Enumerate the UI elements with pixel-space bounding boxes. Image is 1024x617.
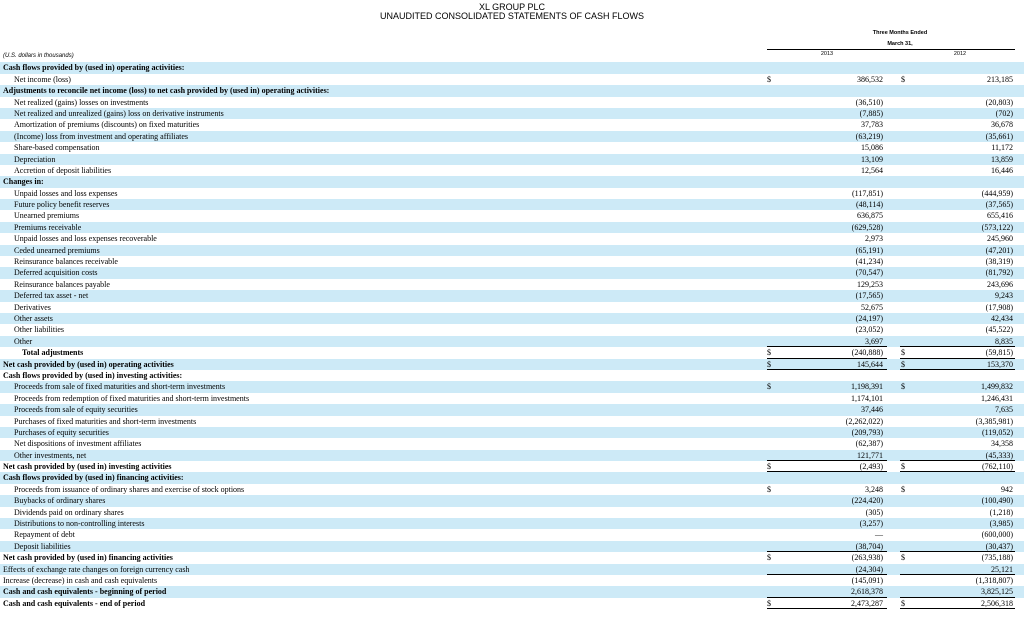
row-label: Distributions to non-controlling interests <box>14 519 145 529</box>
value-2013: (62,387) <box>855 439 883 449</box>
value-2013: (3,257) <box>859 519 883 529</box>
row-label: Net realized (gains) losses on investments <box>14 97 149 107</box>
value-2013: (305) <box>865 507 883 517</box>
value-2013: (7,885) <box>859 108 883 118</box>
total-rule-2013 <box>767 608 887 609</box>
dollar-sign-2012: $ <box>901 553 905 563</box>
value-2012: (3,385,981) <box>975 416 1013 426</box>
table-row <box>0 381 1024 392</box>
row-label: Effects of exchange rate changes on foreign currency cash <box>3 564 190 574</box>
dollar-sign-2013: $ <box>767 484 771 494</box>
dollar-sign-2012: $ <box>901 484 905 494</box>
table-row <box>0 279 1024 290</box>
table-row <box>0 416 1024 427</box>
table-row <box>0 336 1024 347</box>
row-label: Purchases of equity securities <box>14 427 109 437</box>
dollar-sign-2013: $ <box>767 553 771 563</box>
row-label: Premiums receivable <box>14 222 82 232</box>
table-row <box>0 450 1024 461</box>
row-label: Total adjustments <box>22 348 84 358</box>
table-row <box>0 154 1024 165</box>
value-2012: (100,490) <box>981 496 1013 506</box>
value-2013: 3,697 <box>865 336 883 346</box>
table-row <box>0 518 1024 529</box>
dollar-sign-2012: $ <box>901 598 905 608</box>
year-2013-header: 2013 <box>820 51 834 57</box>
cash-flow-table <box>0 51 1024 609</box>
value-2012: 34,358 <box>991 439 1013 449</box>
row-label: Other liabilities <box>14 325 64 335</box>
table-row <box>0 267 1024 278</box>
value-2012: (38,319) <box>985 257 1013 267</box>
row-label: Net income (loss) <box>14 74 71 84</box>
row-label: Unpaid losses and loss expenses recoverable <box>14 234 157 244</box>
value-2013: (63,219) <box>855 131 883 141</box>
value-2013: 2,973 <box>865 234 883 244</box>
row-label: Increase (decrease) in cash and cash equivalents <box>3 575 158 585</box>
table-row <box>0 210 1024 221</box>
units-label: (U.S. dollars in thousands) <box>3 53 74 59</box>
row-label: Net cash provided by (used in) financing activities <box>3 553 173 563</box>
table-row <box>0 484 1024 495</box>
company-name: XL GROUP PLC <box>478 2 546 12</box>
value-2013: 636,875 <box>857 211 883 221</box>
dollar-sign-2013: $ <box>767 382 771 392</box>
value-2013: (240,888) <box>851 348 883 358</box>
table-row <box>0 552 1024 563</box>
row-label: Net cash provided by (used in) investing activities <box>3 462 172 472</box>
value-2012: (735,188) <box>981 553 1013 563</box>
table-row <box>0 222 1024 233</box>
value-2013: 37,783 <box>861 120 883 130</box>
row-label: Proceeds from redemption of fixed maturities and short-term investments <box>14 393 250 403</box>
table-row <box>0 176 1024 187</box>
value-2012: (47,201) <box>985 245 1013 255</box>
dollar-sign-2012: $ <box>901 348 905 358</box>
row-label: Purchases of fixed maturities and short-term investments <box>14 416 197 426</box>
value-2013: (117,851) <box>851 188 883 198</box>
row-label: Deposit liabilities <box>14 541 71 551</box>
value-2012: (600,000) <box>981 530 1013 540</box>
value-2012: 11,172 <box>991 143 1013 153</box>
table-row <box>0 564 1024 575</box>
row-label: Derivatives <box>14 302 51 312</box>
value-2013: (70,547) <box>855 268 883 278</box>
row-label: Share-based compensation <box>14 143 100 153</box>
value-2013: 2,473,287 <box>851 598 883 608</box>
table-row <box>0 598 1024 609</box>
row-label: Changes in: <box>3 177 44 187</box>
row-label: Depreciation <box>14 154 56 164</box>
value-2013: 129,253 <box>857 279 883 289</box>
dollar-sign-2013: $ <box>767 74 771 84</box>
row-label: Reinsurance balances receivable <box>14 257 118 267</box>
value-2012: 7,635 <box>995 405 1013 415</box>
row-label: Other assets <box>14 313 53 323</box>
value-2012: 243,696 <box>987 279 1013 289</box>
value-2012: 16,446 <box>991 165 1013 175</box>
row-label: Buybacks of ordinary shares <box>14 496 106 506</box>
value-2012: (45,333) <box>985 450 1013 460</box>
value-2012: 245,960 <box>987 234 1013 244</box>
value-2013: (17,565) <box>855 291 883 301</box>
table-row <box>0 97 1024 108</box>
row-label: Deferred acquisition costs <box>14 268 98 278</box>
value-2013: (209,793) <box>851 427 883 437</box>
value-2013: 15,086 <box>861 143 883 153</box>
value-2013: (65,191) <box>855 245 883 255</box>
row-label: Unpaid losses and loss expenses <box>14 188 118 198</box>
value-2012: 9,243 <box>995 291 1013 301</box>
value-2013: 121,771 <box>857 450 883 460</box>
value-2013: (23,052) <box>855 325 883 335</box>
table-row <box>0 233 1024 244</box>
table-row <box>0 461 1024 472</box>
row-label: Future policy benefit reserves <box>14 200 110 210</box>
value-2012: (444,959) <box>981 188 1013 198</box>
value-2012: (17,908) <box>985 302 1013 312</box>
value-2013: 1,174,101 <box>851 393 883 403</box>
row-label: Deferred tax asset - net <box>14 291 89 301</box>
value-2013: (2,493) <box>859 462 883 472</box>
dollar-sign-2013: $ <box>767 348 771 358</box>
row-label: Proceeds from sale of fixed maturities and short-term investments <box>14 382 226 392</box>
value-2012: 153,370 <box>987 359 1013 369</box>
table-row <box>0 245 1024 256</box>
table-row <box>0 74 1024 85</box>
value-2013: (224,420) <box>851 496 883 506</box>
value-2013: (24,197) <box>855 313 883 323</box>
dollar-sign-2013: $ <box>767 598 771 608</box>
row-label: Dividends paid on ordinary shares <box>14 507 124 517</box>
value-2013: 12,564 <box>861 165 883 175</box>
row-label: Cash and cash equivalents - beginning of period <box>3 587 167 597</box>
value-2013: (38,704) <box>855 541 883 551</box>
table-row <box>0 370 1024 381</box>
row-label: Cash flows provided by (used in) operating activities: <box>3 63 185 73</box>
value-2013: 1,198,391 <box>851 382 883 392</box>
table-row <box>0 472 1024 483</box>
value-2012: 2,506,318 <box>981 598 1013 608</box>
value-2012: 25,121 <box>991 564 1013 574</box>
row-label: Reinsurance balances payable <box>14 279 110 289</box>
table-row <box>0 108 1024 119</box>
table-row <box>0 347 1024 358</box>
row-label: Other investments, net <box>14 450 87 460</box>
table-row <box>0 302 1024 313</box>
table-row <box>0 393 1024 404</box>
value-2012: 655,416 <box>987 211 1013 221</box>
row-label: Proceeds from issuance of ordinary shares and exercise of stock options <box>14 484 245 494</box>
value-2013: (629,528) <box>851 222 883 232</box>
table-row <box>0 119 1024 130</box>
value-2013: (48,114) <box>855 200 883 210</box>
value-2012: 1,246,431 <box>981 393 1013 403</box>
dollar-sign-2013: $ <box>767 359 771 369</box>
row-label: Cash and cash equivalents - end of period <box>3 598 146 608</box>
dollar-sign-2013: $ <box>767 462 771 472</box>
row-label: Accretion of deposit liabilities <box>14 165 112 175</box>
table-row <box>0 188 1024 199</box>
value-2013: (36,510) <box>855 97 883 107</box>
row-label: Other <box>14 336 33 346</box>
table-row <box>0 131 1024 142</box>
table-row <box>0 85 1024 96</box>
value-2012: (1,318,807) <box>975 575 1013 585</box>
dollar-sign-2012: $ <box>901 74 905 84</box>
table-row <box>0 438 1024 449</box>
row-label: Proceeds from sale of equity securities <box>14 405 138 415</box>
value-2012: 1,499,832 <box>981 382 1013 392</box>
table-row <box>0 541 1024 552</box>
table-row <box>0 586 1024 597</box>
row-label: Amortization of premiums (discounts) on fixed maturities <box>14 120 200 130</box>
dollar-sign-2012: $ <box>901 359 905 369</box>
table-row <box>0 256 1024 267</box>
value-2012: (45,522) <box>985 325 1013 335</box>
value-2012: 3,825,125 <box>981 587 1013 597</box>
table-body <box>0 62 1024 609</box>
year-2012-header: 2012 <box>953 51 967 57</box>
table-row <box>0 495 1024 506</box>
value-2012: 13,859 <box>991 154 1013 164</box>
row-label: Net cash provided by (used in) operating activities <box>3 359 174 369</box>
value-2013: 13,109 <box>861 154 883 164</box>
value-2012: (573,122) <box>981 222 1013 232</box>
table-row <box>0 359 1024 370</box>
header-rule <box>767 49 1015 50</box>
value-2013: (263,938) <box>851 553 883 563</box>
value-2012: (81,792) <box>985 268 1013 278</box>
table-row <box>0 142 1024 153</box>
value-2012: 942 <box>1001 484 1013 494</box>
value-2013: (41,234) <box>855 257 883 267</box>
value-2013: 145,644 <box>857 359 883 369</box>
value-2012: 8,835 <box>995 336 1013 346</box>
value-2012: (59,815) <box>985 348 1013 358</box>
value-2012: (20,803) <box>985 97 1013 107</box>
value-2012: 36,678 <box>991 120 1013 130</box>
row-label: Unearned premiums <box>14 211 80 221</box>
value-2013: (24,304) <box>855 564 883 574</box>
row-label: Net realized and unrealized (gains) loss on derivative instruments <box>14 108 224 118</box>
period-date-header: March 31, <box>887 41 913 47</box>
value-2013: (145,091) <box>851 575 883 585</box>
row-label: Cash flows provided by (used in) investing activities: <box>3 370 183 380</box>
statement-title: UNAUDITED CONSOLIDATED STATEMENTS OF CASH FLOWS <box>379 11 645 21</box>
value-2013: 3,248 <box>865 484 883 494</box>
table-row <box>0 62 1024 73</box>
value-2013: (2,262,022) <box>845 416 883 426</box>
table-row <box>0 313 1024 324</box>
table-row <box>0 199 1024 210</box>
period-header: Three Months Ended <box>872 30 928 36</box>
value-2013: 52,675 <box>861 302 883 312</box>
value-2013: 2,618,378 <box>851 587 883 597</box>
dollar-sign-2012: $ <box>901 462 905 472</box>
row-label: Cash flows provided by (used in) financing activities: <box>3 473 184 483</box>
units-row <box>0 51 1024 62</box>
table-row <box>0 529 1024 540</box>
table-row <box>0 165 1024 176</box>
dollar-sign-2012: $ <box>901 382 905 392</box>
value-2012: (1,218) <box>989 507 1013 517</box>
value-2012: (119,052) <box>981 427 1013 437</box>
value-2012: 42,434 <box>991 313 1013 323</box>
value-2012: 213,185 <box>987 74 1013 84</box>
table-row <box>0 290 1024 301</box>
table-row <box>0 427 1024 438</box>
row-label: Net dispositions of investment affiliates <box>14 439 142 449</box>
value-2013: — <box>875 530 883 540</box>
row-label: Adjustments to reconcile net income (loss) to net cash provided by (used in) operating activities: <box>3 86 330 96</box>
row-label: Repayment of debt <box>14 530 75 540</box>
value-2012: (37,565) <box>985 200 1013 210</box>
table-row <box>0 575 1024 586</box>
total-rule-2012 <box>900 608 1015 609</box>
row-label: (Income) loss from investment and operating affiliates <box>14 131 189 141</box>
value-2012: (35,661) <box>985 131 1013 141</box>
table-row <box>0 324 1024 335</box>
value-2012: (702) <box>995 108 1013 118</box>
value-2013: 37,446 <box>861 405 883 415</box>
value-2013: 386,532 <box>857 74 883 84</box>
value-2012: (3,985) <box>989 519 1013 529</box>
row-label: Ceded unearned premiums <box>14 245 100 255</box>
table-row <box>0 404 1024 415</box>
value-2012: (30,437) <box>985 541 1013 551</box>
table-row <box>0 507 1024 518</box>
value-2012: (762,110) <box>981 462 1013 472</box>
